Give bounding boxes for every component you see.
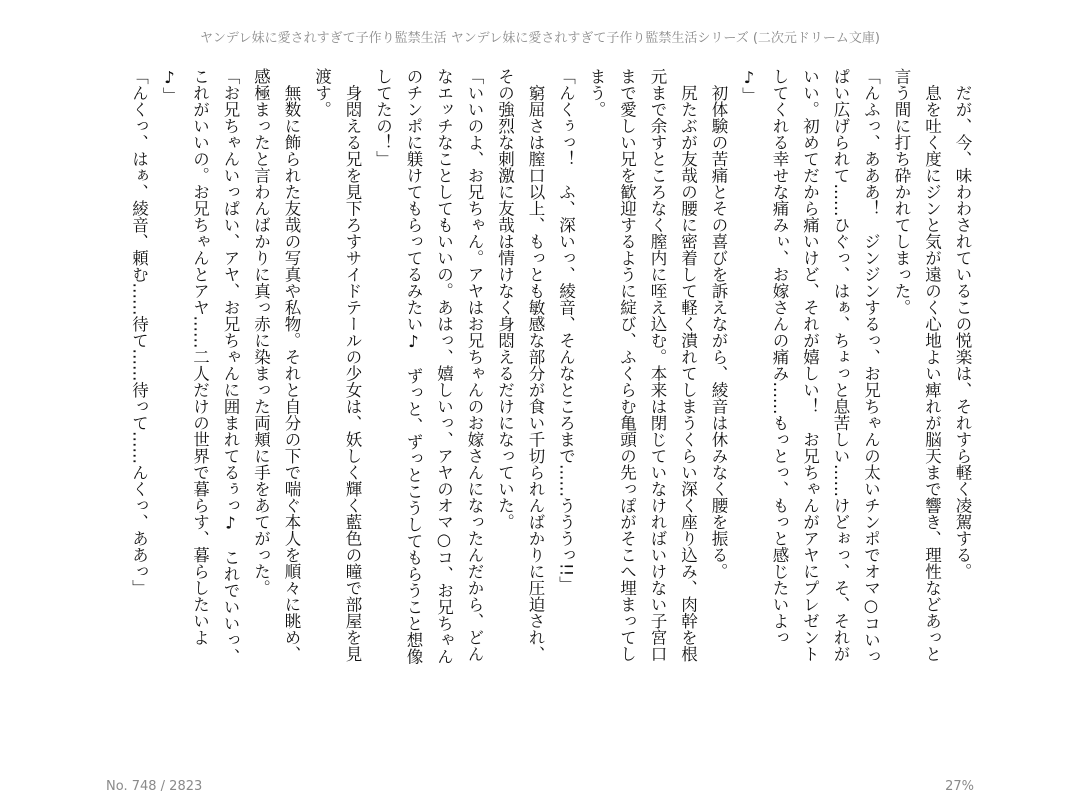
text-line: これがいいの。お兄ちゃんとアヤ……二人だけの世界で暮らす、暮らしたいよ [190,68,210,646]
text-line: 感極まったと言わんばかりに真っ赤に染まった両頬に手をあてがった。 [251,68,271,596]
text-line: 言う間に打ち砕かれてしまった。 [892,68,911,316]
text-line: 渡す。 [312,68,332,118]
text-line: 「お兄ちゃんいっぱい、アヤ、お兄ちゃんに囲まれてるぅっ♪ これでいいっ、 [221,68,240,665]
text-line: してくれる幸せな痛みぃ、お嫁さんの痛み……もっとっ、もっと感じたいよっ [770,68,789,646]
book-title-header: ヤンデレ妹に愛されすぎて子作り監禁生活 ヤンデレ妹に愛されすぎて子作り監禁生活シリーズ (二次元ドリーム文庫) [200,31,880,46]
text-line: のチンポに躾けてもらってるみたい♪ ずっと、ずっとこうしてもらうこと想像 [404,68,423,665]
text-line: 息を吐く度にジンと気が遠のく心地よい痺れが脳天まで響き、理性などあっと [922,68,942,662]
text-line: いい。初めてだから痛いけど、それが嬉しい！ お兄ちゃんがアヤにプレゼント [800,68,820,662]
text-line: 「んくぅっ！ ふ、深いっ、綾音、そんなところまで……うううっ!!」 [556,68,576,593]
text-line: まで愛しい兄を歓迎するように綻び、ふくらむ亀頭の先っぽがそこへ埋まってし [617,68,637,662]
text-line: 身悶える兄を見下ろすサイドテールの少女は、妖しく輝く藍色の瞳で部屋を見 [343,68,362,662]
location-indicator[interactable]: No. 748 / 2823 [106,779,203,794]
text-line: ♪」 [160,68,179,104]
reading-progress: 27% [945,779,974,794]
text-line: 尻たぶが友哉の腰に密着して軽く潰れてしまうくらい深く座り込み、肉幹を根 [678,68,698,662]
text-line: してたの！」 [373,68,393,167]
text-line: 窮屈さは膣口以上、もっとも敏感な部分が食い千切られんばかりに圧迫され、 [526,68,545,662]
text-line: ♪」 [739,68,759,104]
page-text[interactable] [117,68,977,708]
text-line: 「んふっ、あああ！ ジンジンするっ、お兄ちゃんの太いチンポでオマ○コいっ [861,68,881,665]
text-line: 「いいのよ、お兄ちゃん。アヤはお兄ちゃんのお嫁さんになったんだから、どん [465,68,484,662]
text-line: だが、今、味わわされているこの悦楽は、それすら軽く凌駕する。 [953,68,972,580]
text-line: ぱい広げられて……ひぐっ、はぁ、ちょっと息苦しい……けどぉっ、そ、それが [831,68,850,662]
text-line: まう。 [587,68,606,118]
text-line: 「んくっ、はぁ、綾音、頼む……待て……待って……んくっ、ああっ」 [129,68,149,596]
text-line: 初体験の苦痛とその喜びを訴えながら、綾音は休みなく腰を振る。 [709,68,728,580]
text-line: その強烈な刺激に友哉は情けなく身悶えるだけになっていた。 [495,68,515,530]
text-line: なエッチなことしてもいいの。あはっ、嬉しいっ、アヤのオマ○コ、お兄ちゃん [434,68,454,665]
text-line: 元まで余すところなく膣内に咥え込む。本来は閉じていなければいけない子宮口 [648,68,667,662]
text-line: 無数に飾られた友哉の写真や私物。それと自分の下で喘ぐ本人を順々に眺め、 [282,68,301,662]
